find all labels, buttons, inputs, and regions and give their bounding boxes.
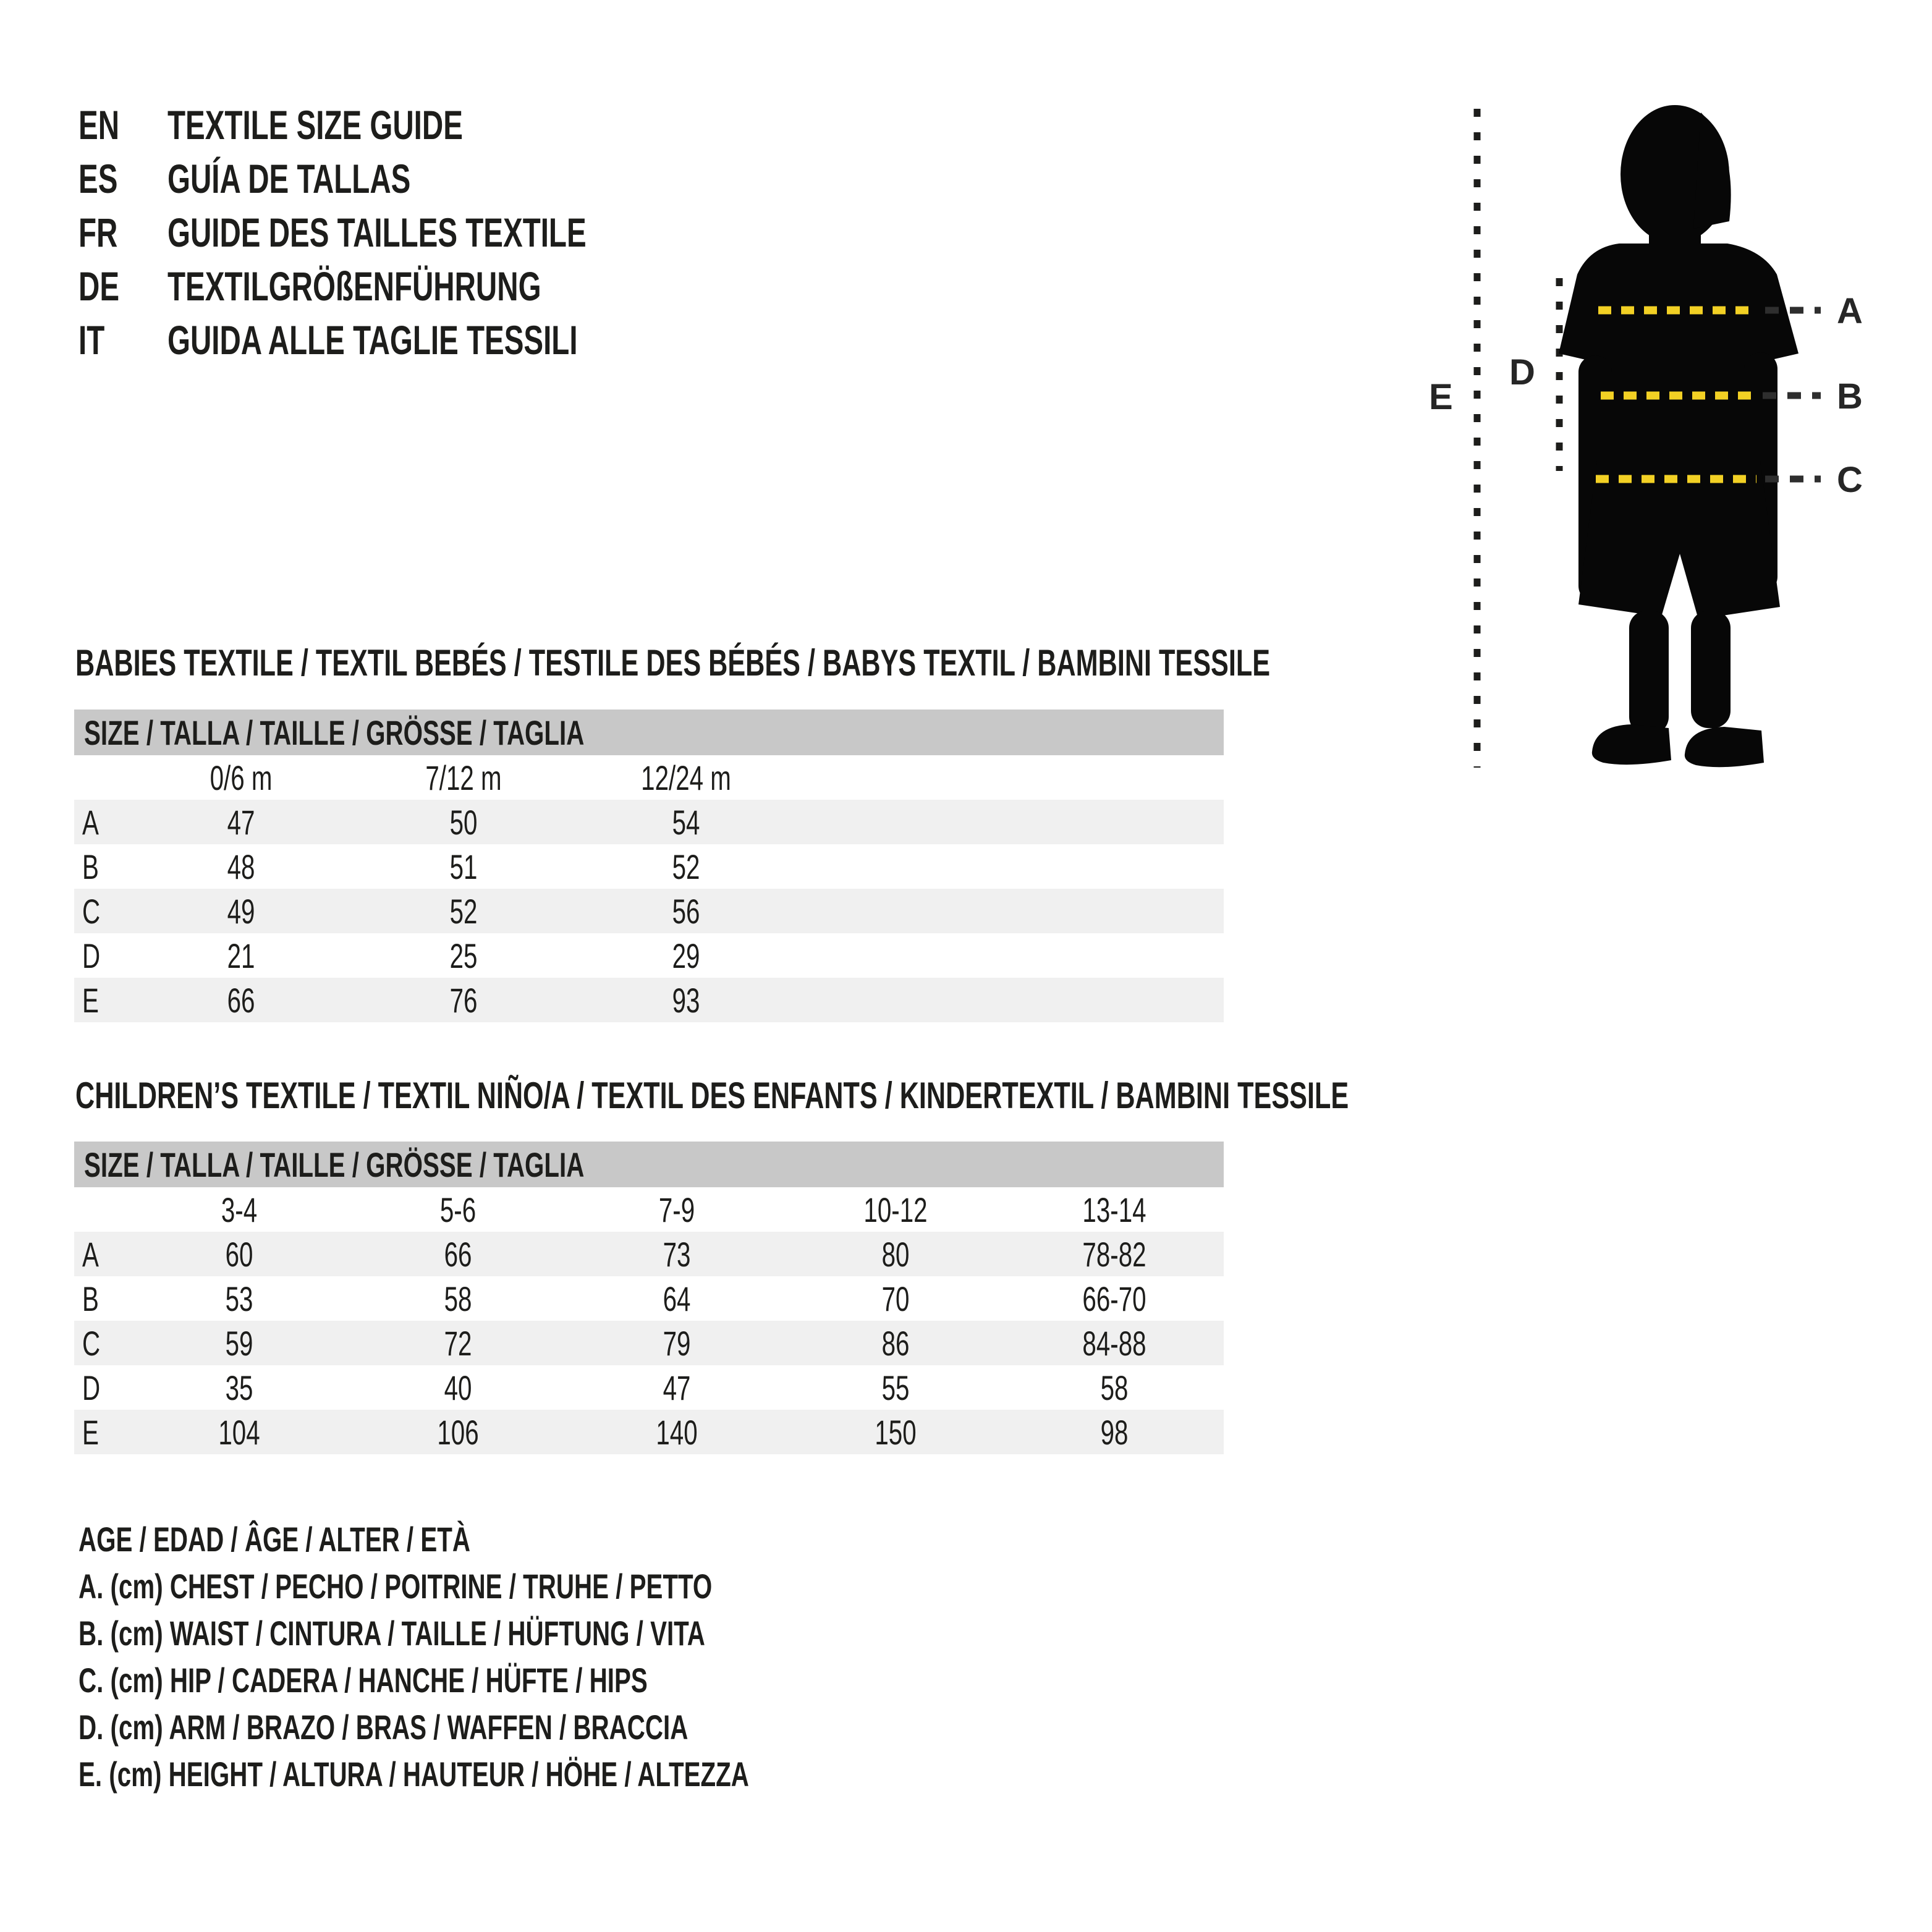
lang-row-de <box>78 259 749 313</box>
diagram-label-b: B <box>1837 376 1863 417</box>
babies-row-a: A 47 50 54 <box>74 800 1224 844</box>
measurement-legend <box>78 1515 1010 1797</box>
children-section-title: CHILDREN’S TEXTILE / TEXTIL NIÑO/A / TEXTIL DES ENFANTS / KINDERTEXTIL / BAMBINI TESSILE <box>75 1075 1349 1116</box>
children-col-2: 7-9 <box>658 1190 695 1229</box>
lang-code-en: EN <box>78 101 120 148</box>
diagram-label-a: A <box>1837 291 1863 331</box>
children-size-table <box>74 1142 1224 1454</box>
babies-col-2: 12/24 m <box>641 758 731 797</box>
lang-title-de: TEXTILGRÖßENFÜHRUNG <box>167 263 541 309</box>
babies-column-headers <box>74 755 1224 800</box>
legend-hip: C. (cm) HIP / CADERA / HANCHE / HÜFTE / HIPS <box>78 1660 648 1700</box>
legend-chest: A. (cm) CHEST / PECHO / POITRINE / TRUHE / PETTO <box>78 1566 713 1606</box>
lang-title-en: TEXTILE SIZE GUIDE <box>167 101 463 148</box>
legend-arm: D. (cm) ARM / BRAZO / BRAS / WAFFEN / BRACCIA <box>78 1707 688 1747</box>
children-col-3: 10-12 <box>863 1190 928 1229</box>
children-row-b: B 53 58 64 70 66-70 <box>82 1279 1146 1318</box>
diagram-label-c: C <box>1837 460 1863 500</box>
lang-code-fr: FR <box>78 209 118 255</box>
lang-row-en <box>78 98 749 151</box>
measurement-diagram <box>1415 80 1910 797</box>
lang-code-it: IT <box>78 316 105 363</box>
lang-title-fr: GUIDE DES TAILLES TEXTILE <box>167 209 587 255</box>
lang-title-es: GUÍA DE TALLAS <box>167 155 411 201</box>
babies-size-table <box>74 710 1224 1022</box>
children-row-a: A 60 66 73 80 78-82 <box>74 1232 1224 1276</box>
lang-row-es <box>78 151 749 205</box>
babies-size-header-bar: SIZE / TALLA / TAILLE / GRÖSSE / TAGLIA <box>74 710 1224 755</box>
language-title-block <box>78 98 749 366</box>
babies-row-d: D 21 25 29 <box>82 936 700 975</box>
legend-waist: B. (cm) WAIST / CINTURA / TAILLE / HÜFTUNG / VITA <box>78 1613 705 1653</box>
diagram-label-d: D <box>1509 352 1535 392</box>
lang-row-fr <box>78 205 749 259</box>
diagram-label-e: E <box>1429 377 1453 417</box>
children-row-c: C 59 72 79 86 84-88 <box>74 1321 1224 1365</box>
children-row-d: D 35 40 47 55 58 <box>82 1368 1129 1407</box>
children-col-4: 13-14 <box>1082 1190 1146 1229</box>
lang-code-es: ES <box>78 155 118 201</box>
lang-code-de: DE <box>78 263 120 309</box>
children-col-1: 5-6 <box>439 1190 477 1229</box>
legend-height: E. (cm) HEIGHT / ALTURA / HAUTEUR / HÖHE / ALTEZZA <box>78 1754 749 1794</box>
babies-row-e: E 66 76 93 <box>74 978 1224 1022</box>
babies-section-title: BABIES TEXTILE / TEXTIL BEBÉS / TESTILE DES BÉBÉS / BABYS TEXTIL / BAMBINI TESSILE <box>75 642 1271 684</box>
legend-age: AGE / EDAD / ÂGE / ALTER / ETÀ <box>78 1519 470 1559</box>
children-size-header-bar: SIZE / TALLA / TAILLE / GRÖSSE / TAGLIA <box>74 1142 1224 1187</box>
babies-row-c: C 49 52 56 <box>74 889 1224 933</box>
children-row-e: E 104 106 140 150 98 <box>74 1410 1224 1454</box>
lang-row-it <box>78 313 749 366</box>
babies-col-0: 0/6 m <box>210 758 273 797</box>
babies-row-b: B 48 51 52 <box>82 847 700 886</box>
children-column-headers <box>74 1187 1224 1232</box>
lang-title-it: GUIDA ALLE TAGLIE TESSILI <box>167 316 578 363</box>
babies-col-1: 7/12 m <box>425 758 502 797</box>
children-col-0: 3-4 <box>221 1190 258 1229</box>
